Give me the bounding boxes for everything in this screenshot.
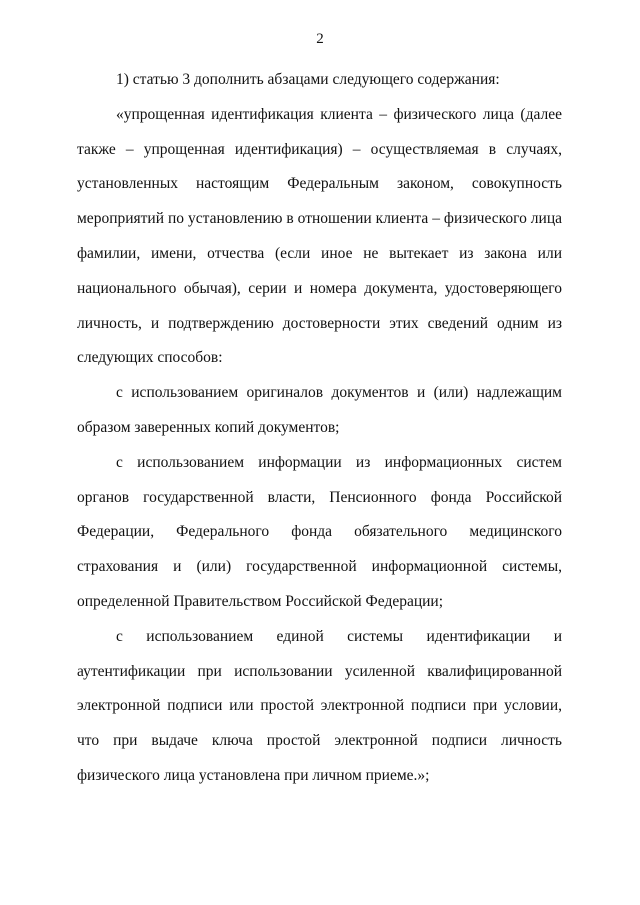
paragraph-method-information-systems: с использованием информации из информационных систем органов государственной власти, Пенсионного фонда Российской Федерации, Федерального фонда обязательного медицинского страхования и (или) государственной информационной системы, определенной Правительством Российской Федерации;	[77, 453, 562, 610]
paragraph-method-documents: с использованием оригиналов документов и (или) надлежащим образом заверенных копий документов;	[77, 384, 562, 436]
paragraph-amendment-intro: 1) статью 3 дополнить абзацами следующего содержания:	[116, 71, 500, 88]
document-body	[77, 63, 562, 794]
paragraph-definition: «упрощенная идентификация клиента – физического лица (далее также – упрощенная идентификация) – осуществляемая в случаях, установленных настоящим Федеральным законом, совокупность мероприятий по установлению в отношении клиента – физического лица фамилии, имени, отчества (если иное не вытекает из закона или национального обычая), серии и номера документа, удостоверяющего личность, и подтверждению достоверности этих сведений одним из следующих способов:	[77, 105, 562, 367]
paragraph-method-esia: с использованием единой системы идентификации и аутентификации при использовании усиленной квалифицированной электронной подписи или простой электронной подписи при условии, что при выдаче ключа простой электронной подписи личность физического лица установлена при личном приеме.»;	[77, 627, 562, 784]
page-number: 2	[316, 31, 324, 47]
